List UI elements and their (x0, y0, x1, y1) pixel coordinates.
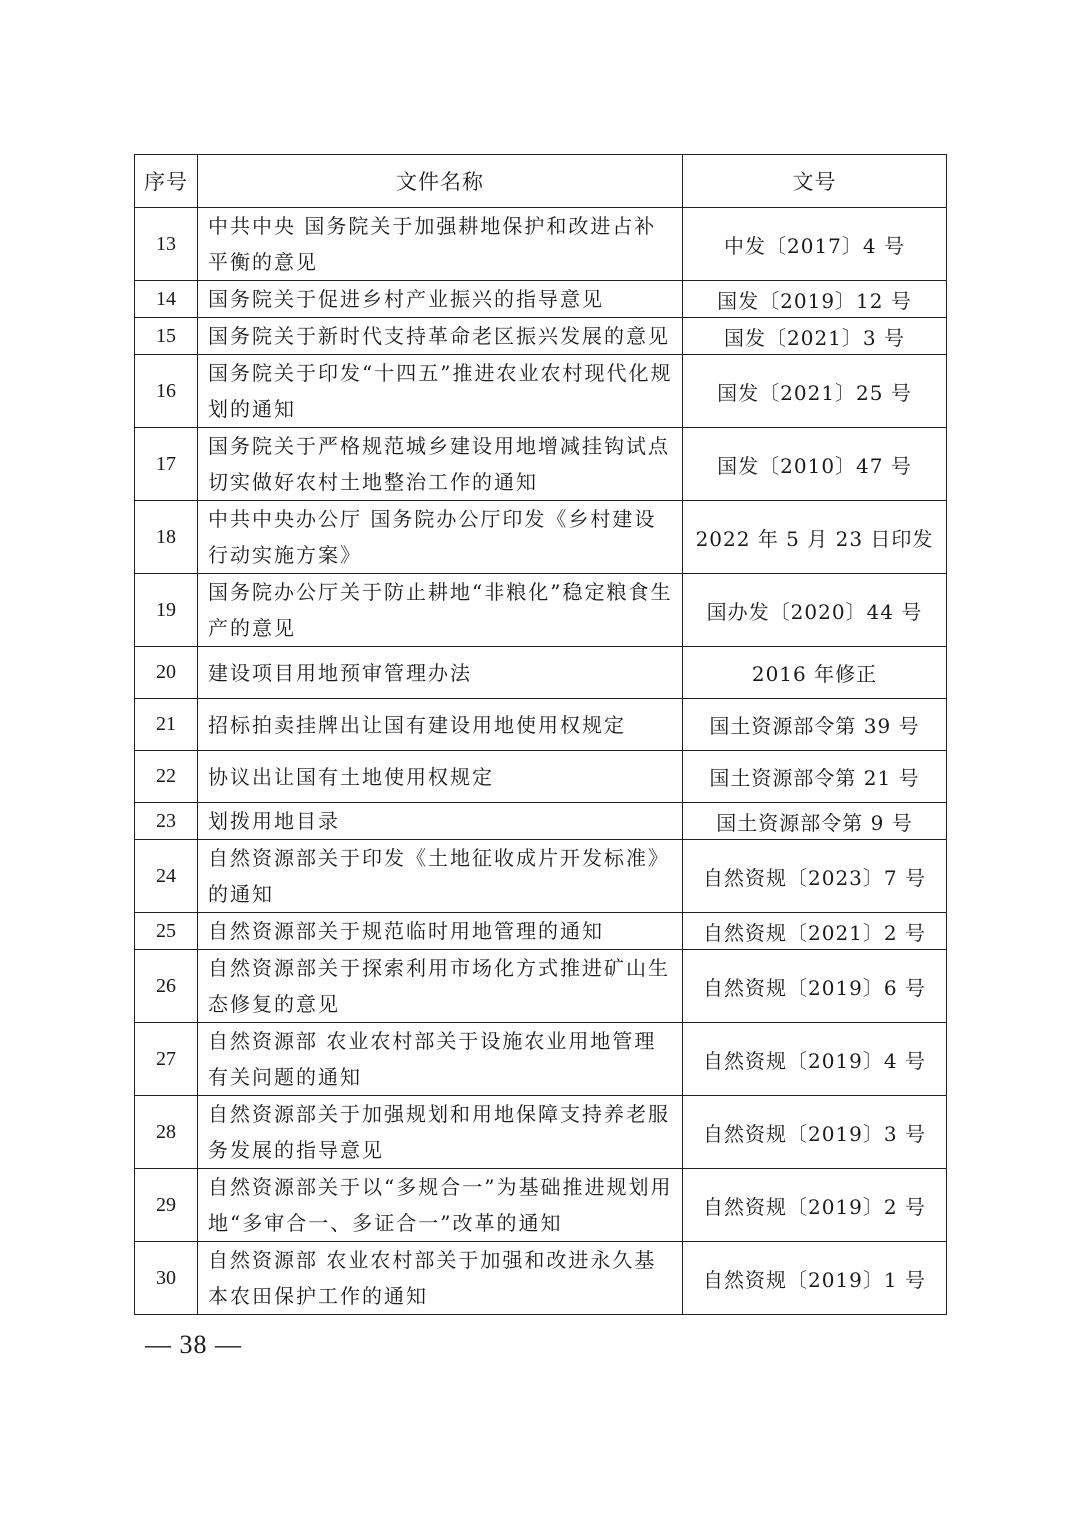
row-code: 中发〔2017〕4 号 (683, 208, 947, 281)
document-table (134, 154, 947, 1315)
row-name: 建设项目用地预审管理办法 (198, 647, 683, 699)
row-name: 自然资源部关于规范临时用地管理的通知 (198, 913, 683, 950)
table-body (135, 208, 947, 1315)
row-code: 2016 年修正 (683, 647, 947, 699)
row-name: 国务院关于严格规范城乡建设用地增减挂钩试点切实做好农村土地整治工作的通知 (198, 428, 683, 501)
table-row (135, 647, 947, 699)
table-row (135, 428, 947, 501)
table-row (135, 355, 947, 428)
table-row (135, 840, 947, 913)
table-row (135, 699, 947, 751)
row-code: 国办发〔2020〕44 号 (683, 574, 947, 647)
row-code: 2022 年 5 月 23 日印发 (683, 501, 947, 574)
row-code: 国发〔2019〕12 号 (683, 281, 947, 318)
row-code: 自然资规〔2019〕2 号 (683, 1169, 947, 1242)
row-name: 中共中央 国务院关于加强耕地保护和改进占补平衡的意见 (198, 208, 683, 281)
header-code: 文号 (683, 155, 947, 208)
row-name: 自然资源部关于加强规划和用地保障支持养老服务发展的指导意见 (198, 1096, 683, 1169)
row-seq: 13 (135, 208, 198, 281)
row-seq: 17 (135, 428, 198, 501)
row-seq: 20 (135, 647, 198, 699)
table-row (135, 1242, 947, 1315)
row-code: 国土资源部令第 9 号 (683, 803, 947, 840)
row-name: 自然资源部关于探索利用市场化方式推进矿山生态修复的意见 (198, 950, 683, 1023)
row-seq: 25 (135, 913, 198, 950)
row-seq: 22 (135, 751, 198, 803)
table-row (135, 574, 947, 647)
row-code: 国发〔2010〕47 号 (683, 428, 947, 501)
row-name: 国务院关于促进乡村产业振兴的指导意见 (198, 281, 683, 318)
row-code: 自然资规〔2021〕2 号 (683, 913, 947, 950)
row-code: 国发〔2021〕3 号 (683, 318, 947, 355)
row-seq: 29 (135, 1169, 198, 1242)
row-code: 自然资规〔2019〕6 号 (683, 950, 947, 1023)
row-name: 协议出让国有土地使用权规定 (198, 751, 683, 803)
row-code: 自然资规〔2023〕7 号 (683, 840, 947, 913)
row-name: 国务院办公厅关于防止耕地“非粮化”稳定粮食生产的意见 (198, 574, 683, 647)
row-name: 自然资源部关于以“多规合一”为基础推进规划用地“多审合一、多证合一”改革的通知 (198, 1169, 683, 1242)
row-seq: 19 (135, 574, 198, 647)
row-code: 自然资规〔2019〕1 号 (683, 1242, 947, 1315)
table-row (135, 803, 947, 840)
row-seq: 27 (135, 1023, 198, 1096)
table-row (135, 950, 947, 1023)
row-seq: 16 (135, 355, 198, 428)
table-row (135, 208, 947, 281)
row-name: 中共中央办公厅 国务院办公厅印发《乡村建设行动实施方案》 (198, 501, 683, 574)
row-name: 国务院关于新时代支持革命老区振兴发展的意见 (198, 318, 683, 355)
row-name: 招标拍卖挂牌出让国有建设用地使用权规定 (198, 699, 683, 751)
table-header-row (135, 155, 947, 208)
row-seq: 21 (135, 699, 198, 751)
header-seq: 序号 (135, 155, 198, 208)
table-row (135, 751, 947, 803)
row-name: 自然资源部 农业农村部关于设施农业用地管理有关问题的通知 (198, 1023, 683, 1096)
row-code: 国土资源部令第 21 号 (683, 751, 947, 803)
header-name: 文件名称 (198, 155, 683, 208)
row-name: 自然资源部 农业农村部关于加强和改进永久基本农田保护工作的通知 (198, 1242, 683, 1315)
row-seq: 18 (135, 501, 198, 574)
row-code: 国土资源部令第 39 号 (683, 699, 947, 751)
table-row (135, 501, 947, 574)
row-code: 自然资规〔2019〕3 号 (683, 1096, 947, 1169)
table-row (135, 1023, 947, 1096)
row-seq: 28 (135, 1096, 198, 1169)
table-row (135, 1096, 947, 1169)
row-name: 划拨用地目录 (198, 803, 683, 840)
row-code: 自然资规〔2019〕4 号 (683, 1023, 947, 1096)
table-row (135, 1169, 947, 1242)
row-seq: 30 (135, 1242, 198, 1315)
row-name: 国务院关于印发“十四五”推进农业农村现代化规划的通知 (198, 355, 683, 428)
row-seq: 24 (135, 840, 198, 913)
row-seq: 15 (135, 318, 198, 355)
row-seq: 23 (135, 803, 198, 840)
table-row (135, 281, 947, 318)
row-code: 国发〔2021〕25 号 (683, 355, 947, 428)
table-row (135, 913, 947, 950)
row-seq: 14 (135, 281, 198, 318)
row-name: 自然资源部关于印发《土地征收成片开发标准》的通知 (198, 840, 683, 913)
table-row (135, 318, 947, 355)
row-seq: 26 (135, 950, 198, 1023)
page-number: — 38 — (145, 1330, 242, 1359)
